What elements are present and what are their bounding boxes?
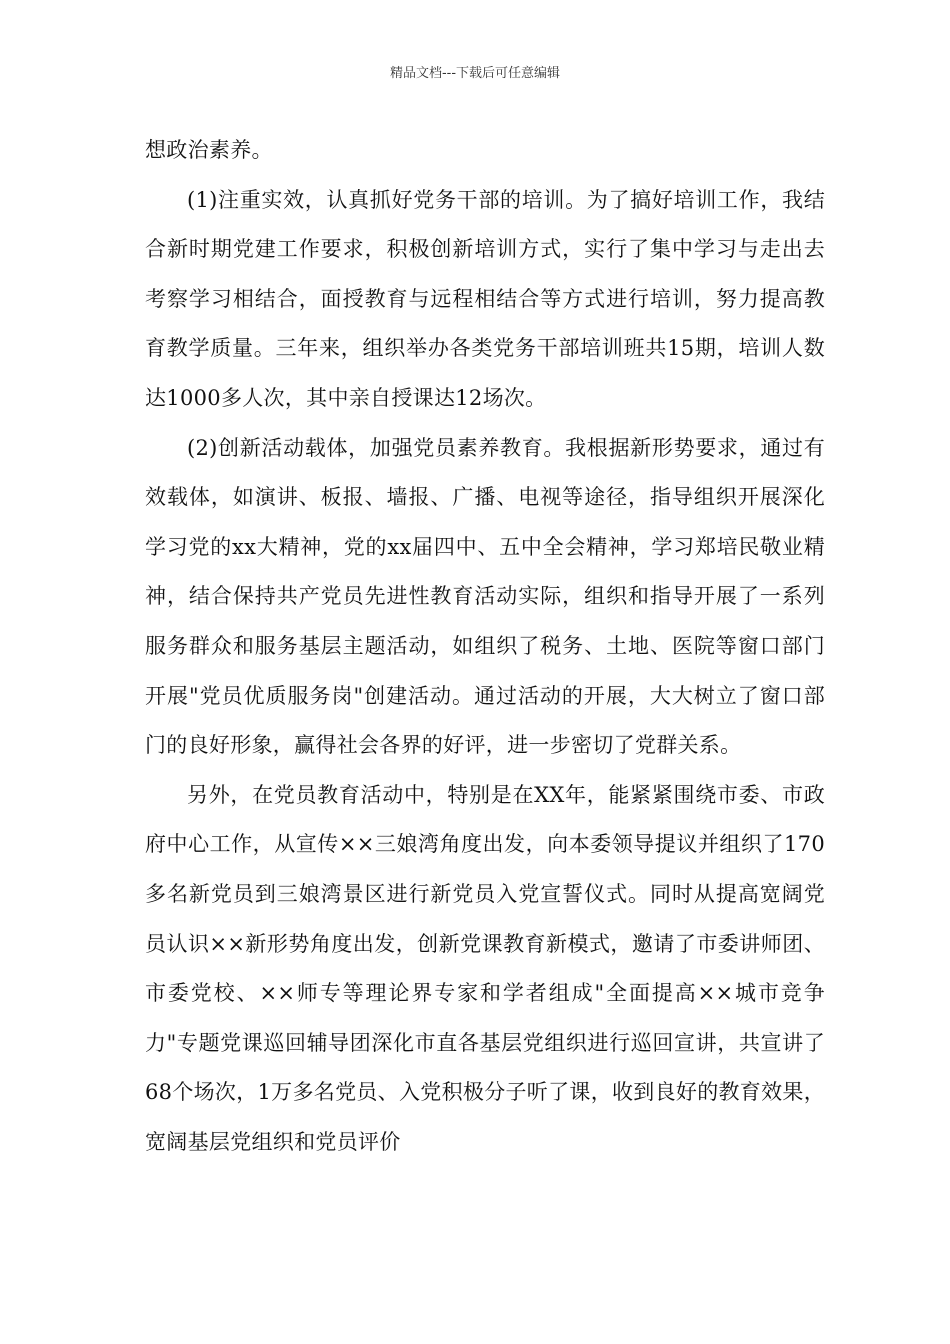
page-header: 精品文档---下载后可任意编辑 — [389, 66, 561, 81]
paragraph-activities: (2)创新活动载体，加强党员素养教育。我根据新形势要求，通过有效载体，如演讲、板报、墙报、广播、电视等途径，指导组织开展深化学习党的xx大精神，党的xx届四中、五中全会精神，学习郑培民敬业精神，结合保持共产党员先进性教育活动实际，组织和指导开展了一系列服务群众和服务基层主题活动，如组织了税务、土地、医院等窗口部门开展"党员优质服务岗"创建活动。通过活动的开展，大大树立了窗口部门的良好形象，赢得社会各界的好评，进一步密切了党群关系。 — [145, 435, 825, 758]
paragraph-continuation: 想政治素养。 — [145, 138, 273, 162]
paragraph-additional: 另外，在党员教育活动中，特别是在XX年，能紧紧围绕市委、市政府中心工作，从宣传××三娘湾角度出发，向本委领导提议并组织了170多名新党员到三娘湾景区进行新党员入党宣誓仪式。同时从提高宽阔党员认识××新形势角度出发，创新党课教育新模式，邀请了市委讲师团、市委党校、××师专等理论界专家和学者组成"全面提高××城市竞争力"专题党课巡回辅导团深化市直各基层党组织进行巡回宣讲，共宣讲了68个场次，1万多名党员、入党积极分子听了课，收到良好的教育效果，宽阔基层党组织和党员评价 — [145, 782, 825, 1154]
paragraph-training: (1)注重实效，认真抓好党务干部的培训。为了搞好培训工作，我结合新时期党建工作要求，积极创新培训方式，实行了集中学习与走出去考察学习相结合，面授教育与远程相结合等方式进行培训，努力提高教育教学质量。三年来，组织举办各类党务干部培训班共15期，培训人数达1000多人次，其中亲自授课达12场次。 — [145, 187, 825, 410]
document-body — [145, 126, 825, 1167]
